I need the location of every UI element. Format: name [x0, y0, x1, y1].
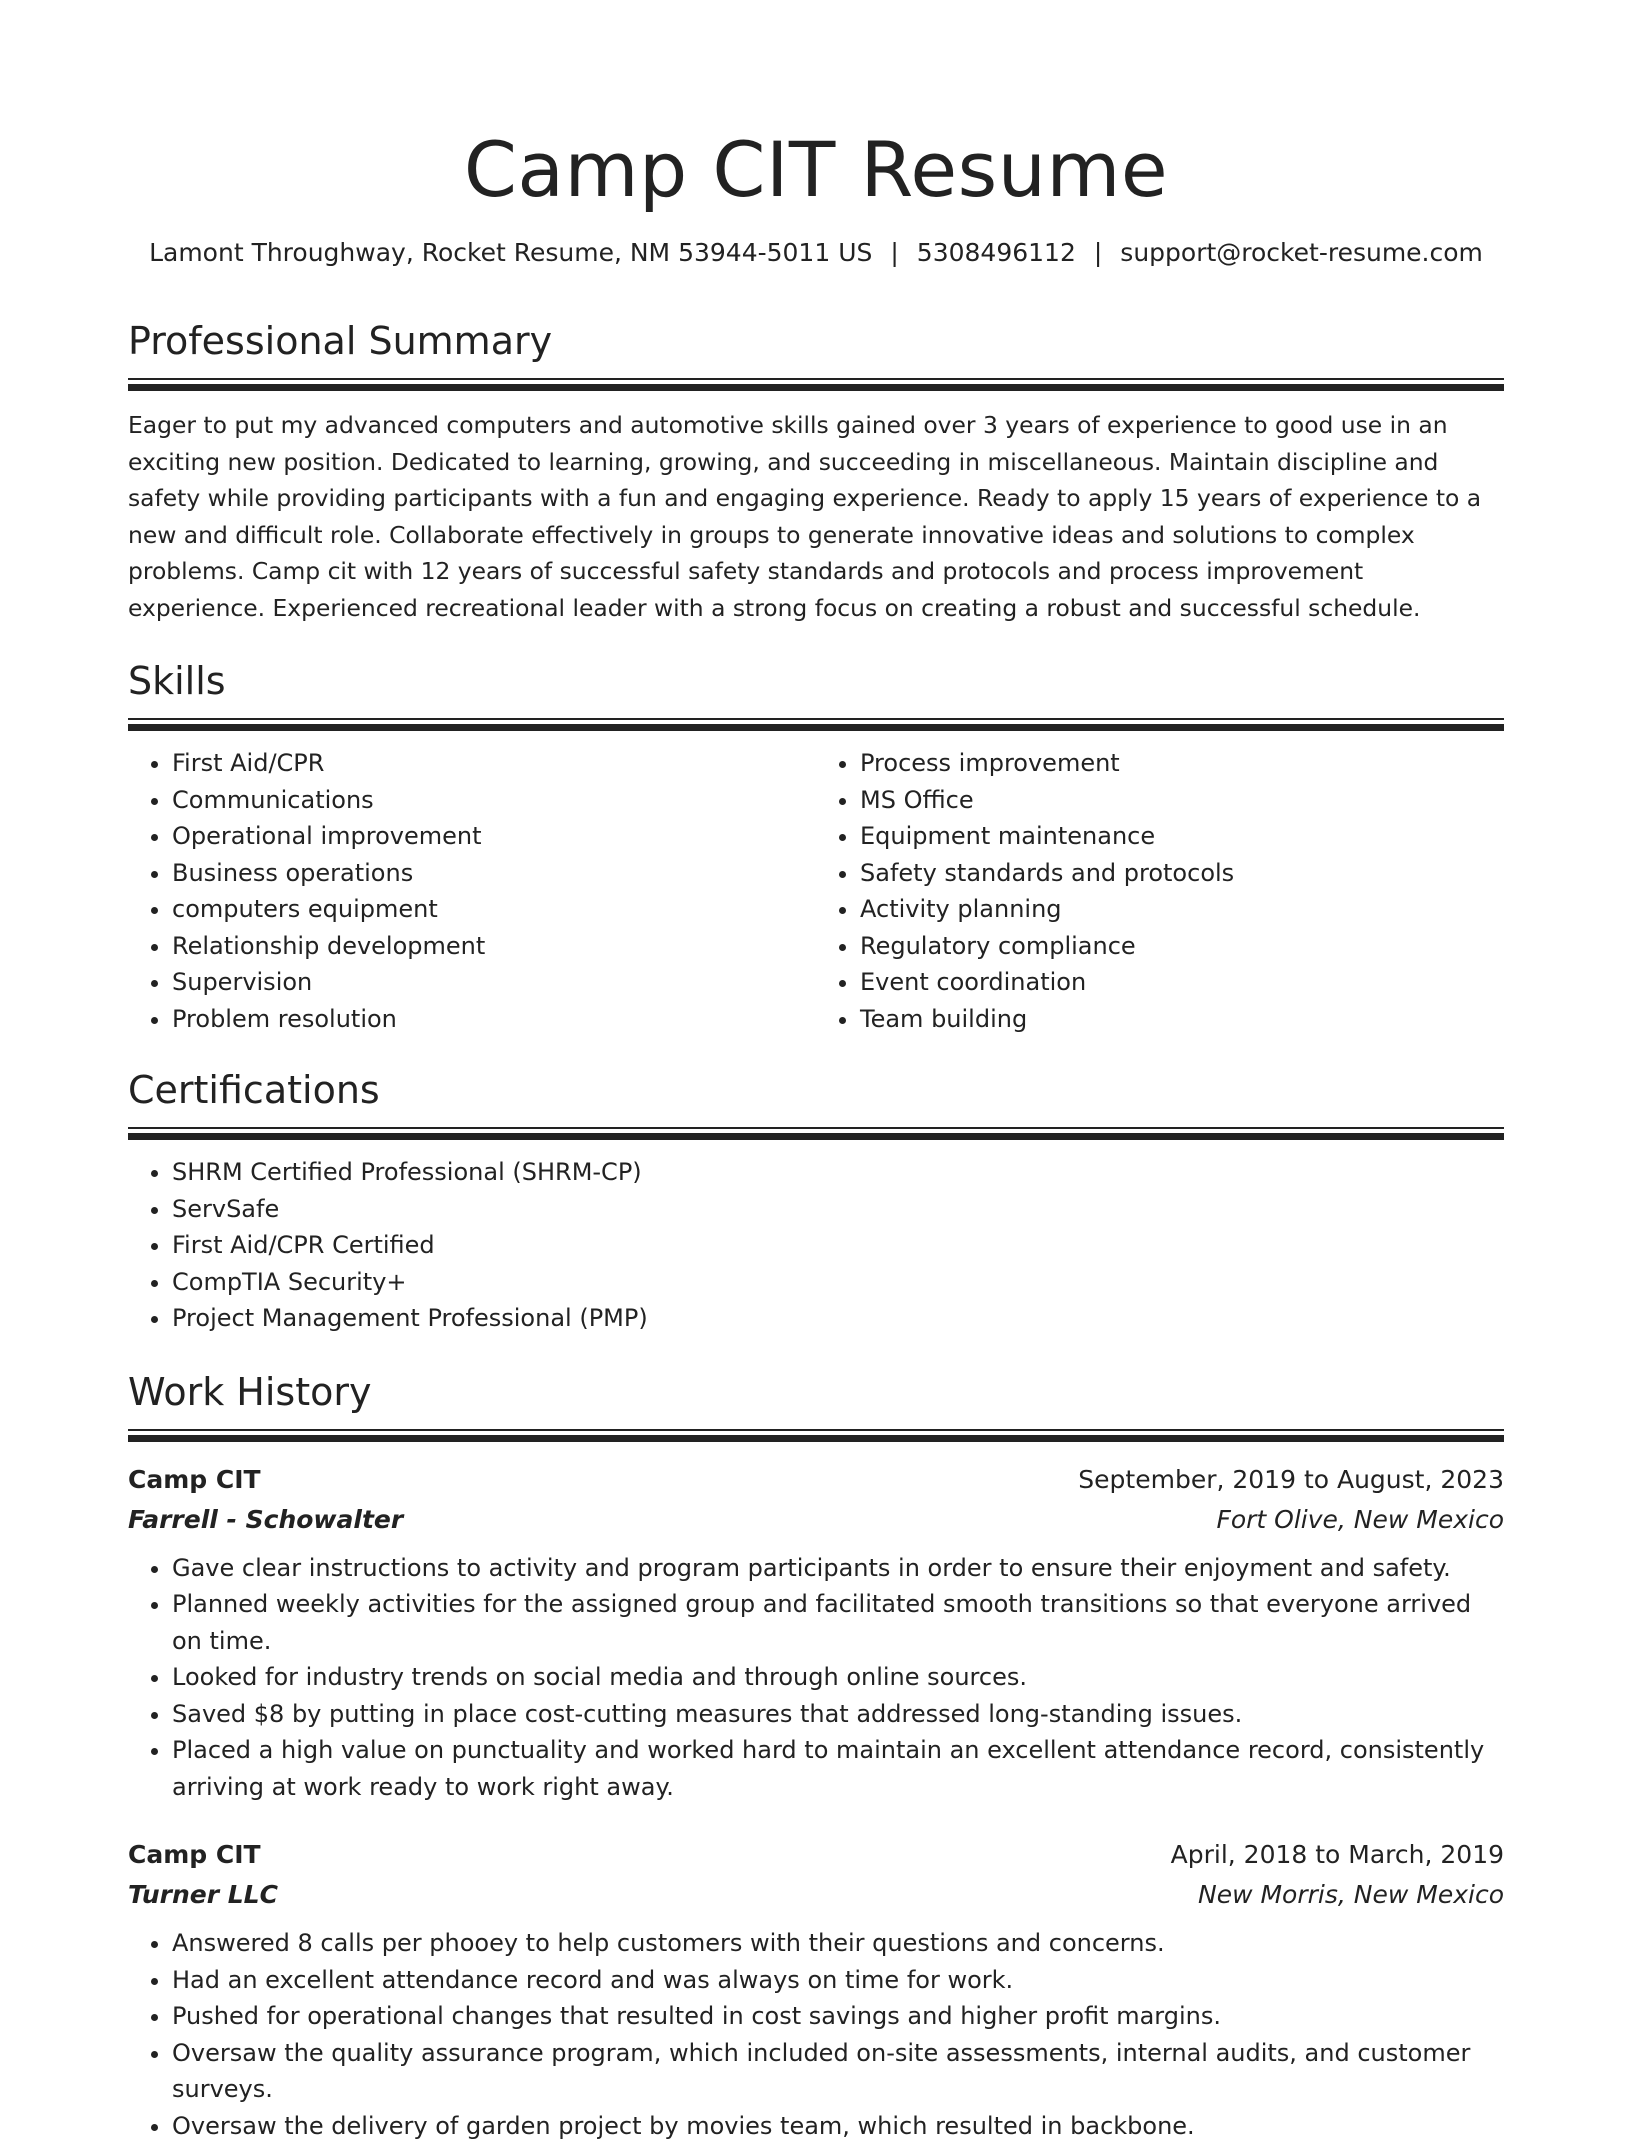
skill-item: • Event coordination [860, 964, 1504, 1001]
skills-list-right [816, 745, 1504, 1037]
skill-item: • Safety standards and protocols [860, 855, 1504, 892]
job-bullet: • Oversaw the quality assurance program, which included on-site assessments, internal audits, and customer surveys. [172, 2035, 1504, 2108]
job-title: Camp CIT [128, 1460, 261, 1500]
skill-item: • Supervision [172, 964, 816, 1001]
certification-item: • ServSafe [172, 1191, 1504, 1228]
contact-separator: | [890, 236, 898, 270]
job-bullet: • Answered 8 calls per phooey to help customers with their questions and concerns. [172, 1925, 1504, 1962]
summary-heading: Professional Summary [128, 316, 1504, 366]
section-divider [128, 378, 1504, 391]
job-bullet: • Gave clear instructions to activity and program participants in order to ensure their enjoyment and safety. [172, 1550, 1504, 1587]
job-header [128, 1835, 1504, 1875]
job-company: Farrell - Schowalter [128, 1500, 403, 1540]
skill-item: • MS Office [860, 782, 1504, 819]
contact-email: support@rocket-resume.com [1120, 238, 1483, 267]
certifications-heading: Certifications [128, 1065, 1504, 1115]
contact-address: Lamont Throughway, Rocket Resume, NM 53944-5011 US [149, 238, 872, 267]
skill-item: • Communications [172, 782, 816, 819]
skill-item: • Relationship development [172, 928, 816, 965]
skill-item: • Process improvement [860, 745, 1504, 782]
contact-separator: | [1094, 236, 1102, 270]
contact-line [128, 236, 1504, 270]
job-entry [128, 1460, 1504, 1806]
work-history-section [128, 1367, 1504, 2144]
job-location: New Morris, New Mexico [1198, 1875, 1504, 1915]
skill-item: • Activity planning [860, 891, 1504, 928]
resume-title: Camp CIT Resume [128, 0, 1504, 218]
job-bullet: • Had an excellent attendance record and was always on time for work. [172, 1962, 1504, 1999]
skill-item: • Operational improvement [172, 818, 816, 855]
job-company: Turner LLC [128, 1875, 278, 1915]
job-bullet: • Pushed for operational changes that resulted in cost savings and higher profit margins. [172, 1998, 1504, 2035]
work-history-heading: Work History [128, 1367, 1504, 1417]
certification-item: • CompTIA Security+ [172, 1264, 1504, 1301]
skill-item: • Regulatory compliance [860, 928, 1504, 965]
skill-item: • Business operations [172, 855, 816, 892]
certifications-section [128, 1065, 1504, 1337]
job-bullets [128, 1550, 1504, 1806]
summary-text: Eager to put my advanced computers and automotive skills gained over 3 years of experience to good use in an exciting new position. Dedicated to learning, growing, and succeeding in miscellaneous. Maintain discipline and safety while providing participants with a fun and engaging experience. Ready to apply 15 years of experience to a new and difficult role. Collaborate effectively in groups to generate innovative ideas and solutions to complex problems. Camp cit with 12 years of successful safety standards and protocols and process improvement experience. Experienced recreational leader with a strong focus on creating a robust and successful schedule. [128, 407, 1504, 626]
certification-item: • Project Management Professional (PMP) [172, 1300, 1504, 1337]
job-bullet: • Looked for industry trends on social media and through online sources. [172, 1659, 1504, 1696]
job-dates: September, 2019 to August, 2023 [1078, 1460, 1504, 1500]
job-subheader [128, 1875, 1504, 1915]
job-bullet: • Saved $8 by putting in place cost-cutting measures that addressed long-standing issues. [172, 1696, 1504, 1733]
job-bullets [128, 1925, 1504, 2144]
skills-grid [128, 745, 1504, 1037]
certifications-list [128, 1154, 1504, 1337]
job-entry [128, 1835, 1504, 2144]
certification-item: • First Aid/CPR Certified [172, 1227, 1504, 1264]
job-bullet: • Oversaw the delivery of garden project by movies team, which resulted in backbone. [172, 2108, 1504, 2144]
contact-phone: 5308496112 [917, 238, 1076, 267]
skills-list-left [128, 745, 816, 1037]
skills-heading: Skills [128, 656, 1504, 706]
section-divider [128, 1127, 1504, 1140]
job-header [128, 1460, 1504, 1500]
certification-item: • SHRM Certified Professional (SHRM-CP) [172, 1154, 1504, 1191]
job-title: Camp CIT [128, 1835, 261, 1875]
skill-item: • Equipment maintenance [860, 818, 1504, 855]
job-bullet: • Planned weekly activities for the assigned group and facilitated smooth transitions so that everyone arrived on time. [172, 1586, 1504, 1659]
section-divider [128, 1429, 1504, 1442]
skill-item: • First Aid/CPR [172, 745, 816, 782]
skill-item: • computers equipment [172, 891, 816, 928]
section-divider [128, 718, 1504, 731]
job-subheader [128, 1500, 1504, 1540]
skill-item: • Problem resolution [172, 1001, 816, 1038]
job-bullet: • Placed a high value on punctuality and worked hard to maintain an excellent attendance record, consistently arriving at work ready to work right away. [172, 1732, 1504, 1805]
summary-section [128, 316, 1504, 626]
job-dates: April, 2018 to March, 2019 [1171, 1835, 1504, 1875]
skills-section [128, 656, 1504, 1037]
skill-item: • Team building [860, 1001, 1504, 1038]
job-location: Fort Olive, New Mexico [1216, 1500, 1504, 1540]
